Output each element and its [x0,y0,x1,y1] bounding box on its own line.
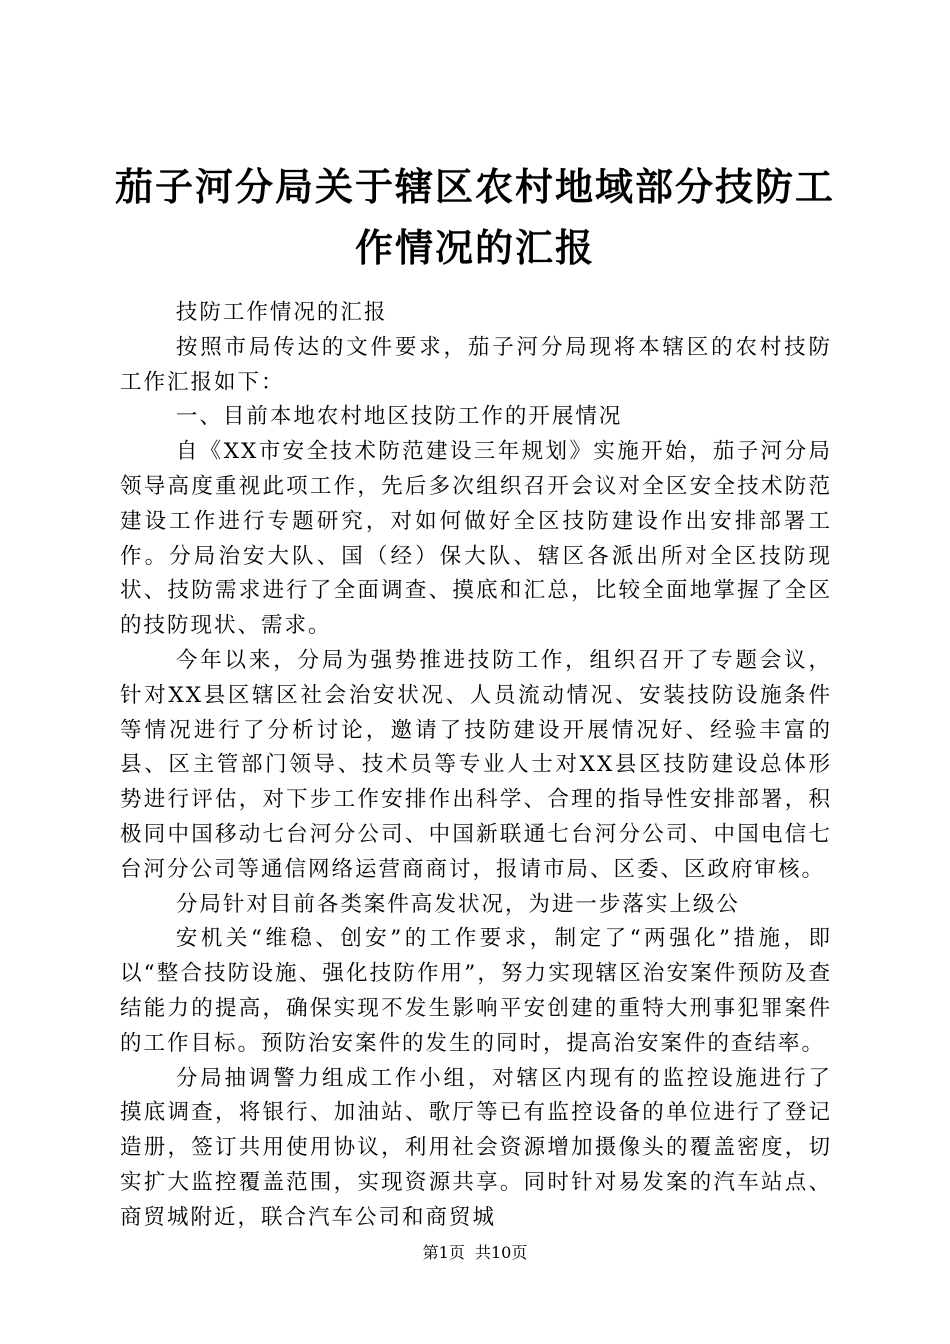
body-paragraph: 按照市局传达的文件要求，茄子河分局现将本辖区的农村技防工作汇报如下： [120,334,832,395]
body-paragraph: 技防工作情况的汇报 [175,300,388,325]
document-body [120,296,832,1236]
body-paragraph: 自《XX市安全技术防范建设三年规划》实施开始，茄子河分局领导高度重视此项工作，先后多次组织召开会议对全区安全技术防范建设工作进行专题研究，对如何做好全区技防建设作出安排部署工作。分局治安大队、国（经）保大队、辖区各派出所对全区技防现状、技防需求进行了全面调查、摸底和汇总，比较全面地掌握了全区的技防现状、需求。 [120,439,832,639]
body-paragraph: 安机关“维稳、创安”的工作要求，制定了“两强化”措施，即以“整合技防设施、强化技防作用”，努力实现辖区治安案件预防及查结能力的提高，确保实现不发生影响平安创建的重特大刑事犯罪案件的工作目标。预防治安案件的发生的同时，提高治安案件的查结率。 [120,926,832,1056]
page-footer: 第1页 共10页 [422,1243,528,1262]
body-paragraph: 今年以来，分局为强势推进技防工作，组织召开了专题会议，针对XX县区辖区社会治安状况、人员流动情况、安装技防设施条件等情况进行了分析讨论，邀请了技防建设开展情况好、经验丰富的县、区主管部门领导、技术员等专业人士对XX县区技防建设总体形势进行评估，对下步工作安排作出科学、合理的指导性安排部署，积极同中国移动七台河分公司、中国新联通七台河分公司、中国电信七台河分公司等通信网络运营商商讨，报请市局、区委、区政府审核。 [120,647,832,882]
section-heading: 一、目前本地农村地区技防工作的开展情况 [175,404,623,430]
document-title: 茄子河分局关于辖区农村地域部分技防工作情况的汇报 [114,165,835,270]
body-paragraph: 分局针对目前各类案件高发状况，为进一步落实上级公 [175,891,740,917]
body-paragraph: 分局抽调警力组成工作小组，对辖区内现有的监控设施进行了摸底调查，将银行、加油站、歌厅等已有监控设备的单位进行了登记造册，签订共用使用协议，利用社会资源增加摄像头的覆盖密度，切实扩大监控覆盖范围，实现资源共享。同时针对易发案的汽车站点、商贸城附近，联合汽车公司和商贸城 [120,1065,832,1230]
